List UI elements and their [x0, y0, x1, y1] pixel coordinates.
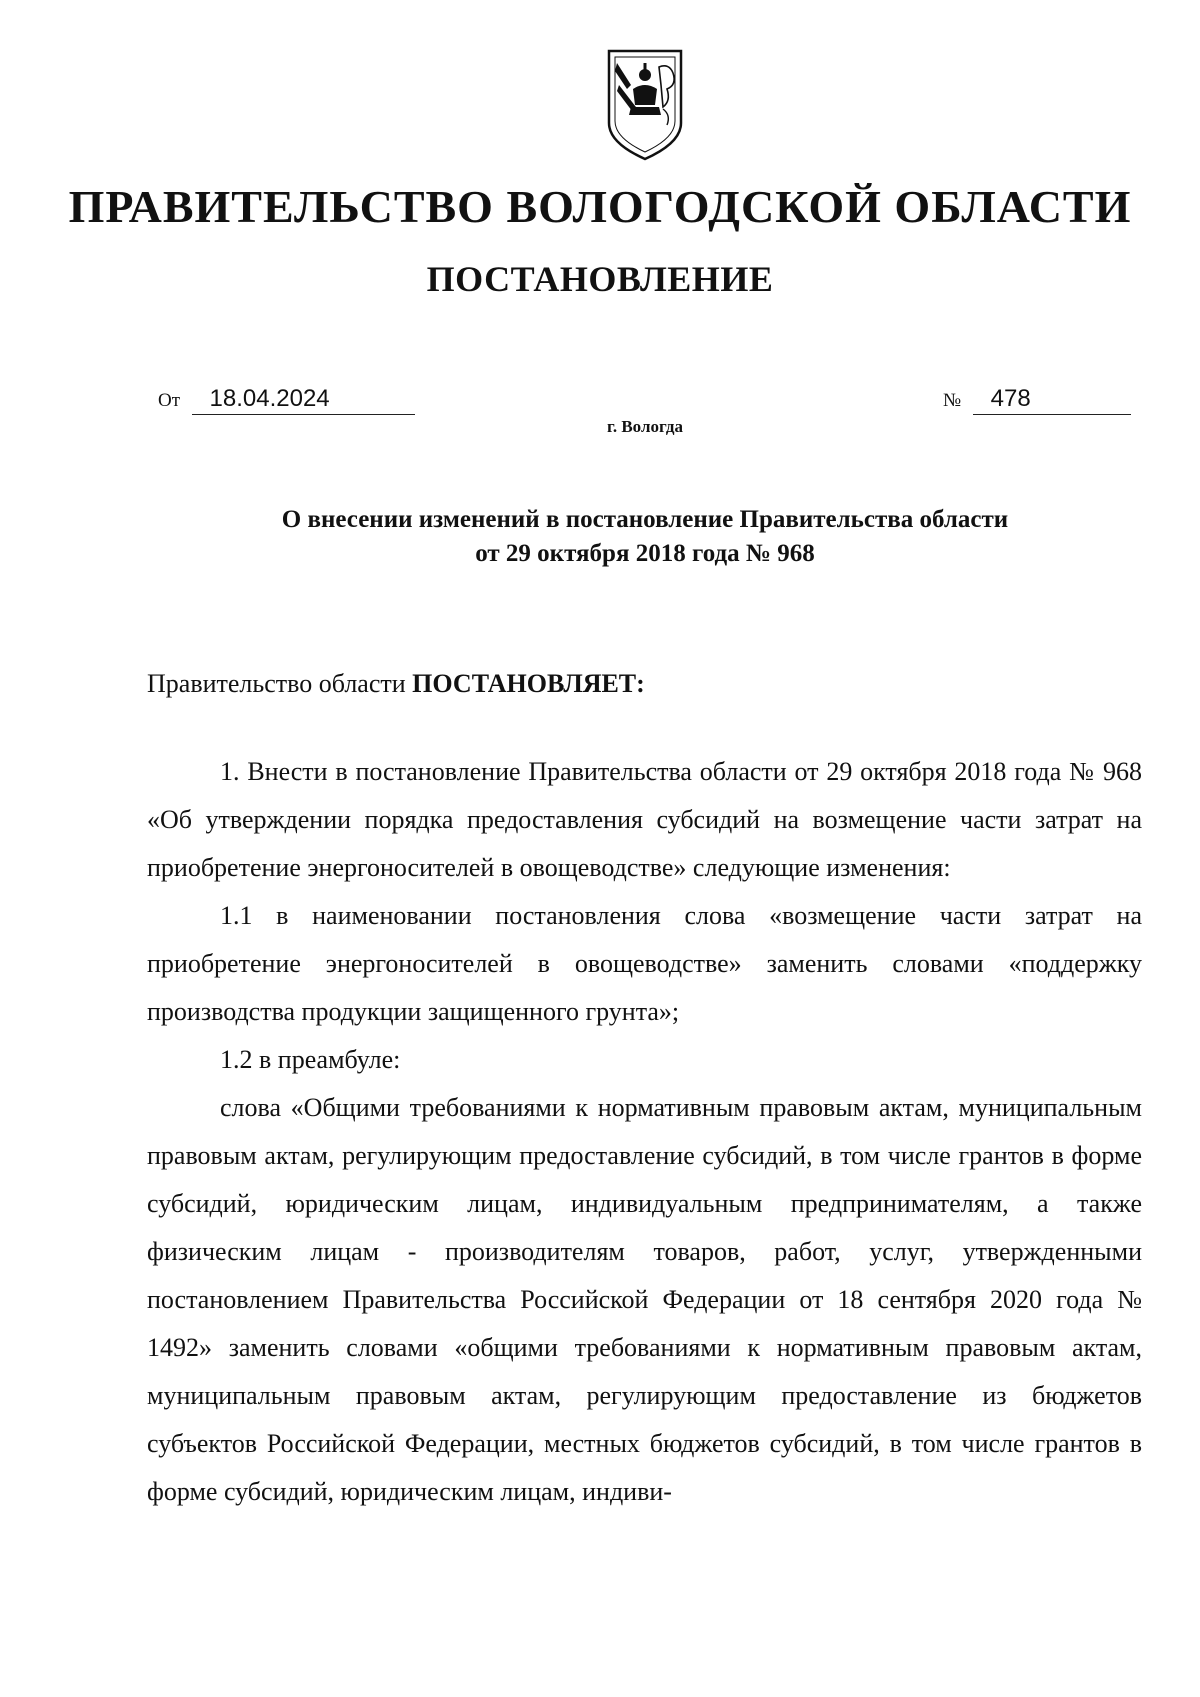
- paragraph-1-1: 1.1 в наименовании постановления слова «возмещение части затрат на приобретение энергоносителей в овощеводстве» заменить словами «поддержку производства продукции защищенного грунта»;: [147, 901, 1142, 1026]
- number-block: [943, 385, 1131, 415]
- number-value: 478: [973, 385, 1131, 415]
- number-label: №: [943, 390, 962, 411]
- date-block: [158, 385, 415, 415]
- paragraph-1-2-text: слова «Общими требованиями к нормативным правовым актам, муниципальным правовым актам, регулирующим предоставление субсидий, в том числе грантов в форме субсидий, юридическим лицам, индивидуальным предпринимателям, а также физическим лицам - производителям товаров, работ, услуг, утвержденными постановлением Правительства Российской Федерации от 18 сентября 2020 года № 1492» заменить словами «общими требованиями к нормативным правовым актам, муниципальным правовым актам, регулирующим предоставление из бюджетов субъектов Российской Федерации, местных бюджетов субсидий, в том числе грантов в форме субсидий, юридическим лицам, индиви-: [147, 1093, 1142, 1506]
- date-value: 18.04.2024: [192, 385, 415, 415]
- organization-title: ПРАВИТЕЛЬСТВО ВОЛОГОДСКОЙ ОБЛАСТИ: [68, 181, 1132, 232]
- subject-line-1: О внесении изменений в постановление Правительства области: [281, 506, 1009, 533]
- intro-text: Правительство области: [147, 669, 413, 698]
- date-label: От: [158, 390, 181, 411]
- document-type: ПОСТАНОВЛЕНИЕ: [426, 259, 774, 299]
- city-label: г. Вологда: [607, 417, 683, 436]
- subject-line-2: от 29 октября 2018 года № 968: [475, 540, 815, 567]
- document-subject: [0, 503, 1200, 571]
- paragraph-1: 1. Внести в постановление Правительства области от 29 октября 2018 года № 968 «Об утверждении порядка предоставления субсидий на возмещение части затрат на приобретение энергоносителей в овощеводстве» следующие изменения:: [147, 757, 1142, 882]
- document-body: [147, 660, 1142, 1516]
- coat-of-arms-icon: [605, 45, 685, 165]
- intro-bold: ПОСТАНОВЛЯЕТ:: [412, 669, 645, 698]
- paragraph-1-2: 1.2 в преамбуле:: [220, 1045, 401, 1074]
- intro-paragraph: [147, 660, 1142, 708]
